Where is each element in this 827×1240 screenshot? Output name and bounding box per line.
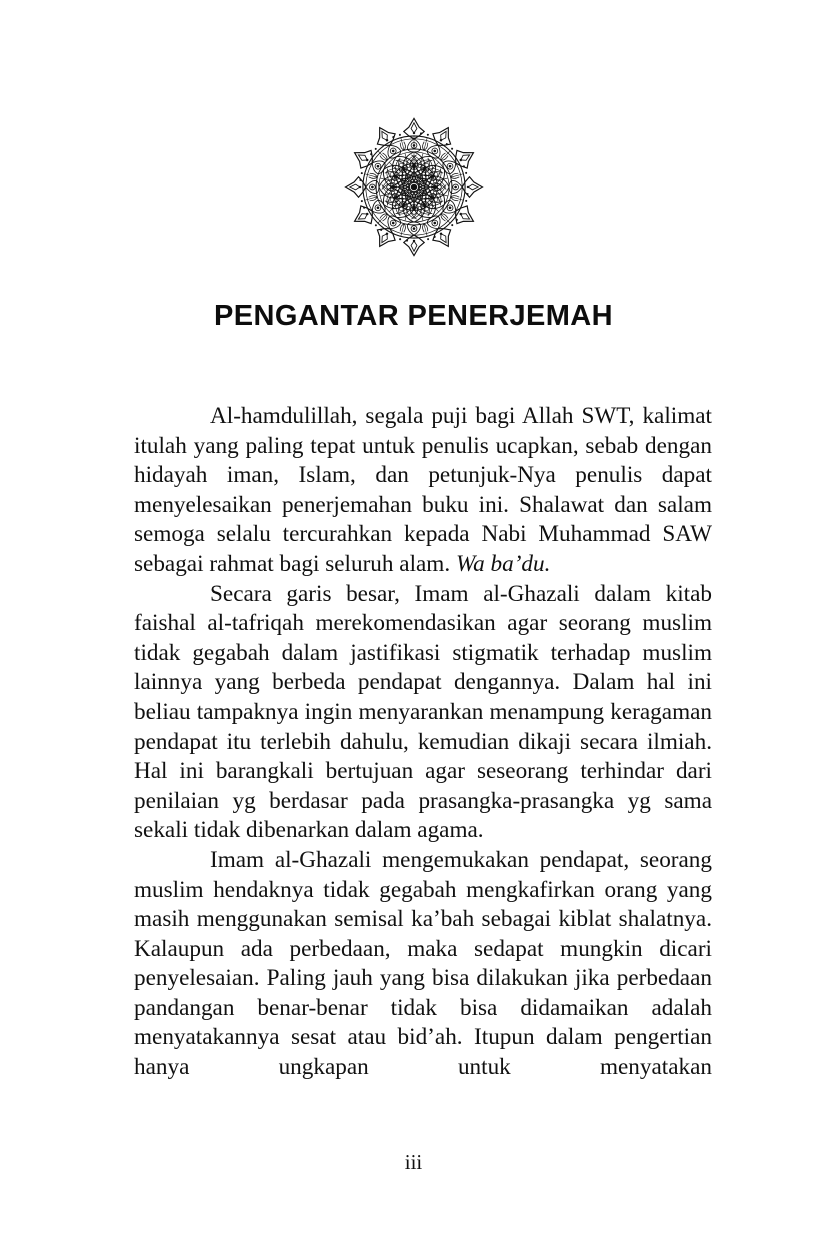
- paragraph-3: [134, 846, 712, 1083]
- mandala-rosette-icon: [341, 114, 487, 260]
- paragraph-2: [134, 580, 712, 846]
- page-number: iii: [404, 1150, 423, 1174]
- body-text: [134, 402, 712, 1083]
- paragraph-1-run-2-italic: Wa ba’du.: [455, 550, 551, 577]
- paragraph-1-run-1: Al-hamdulillah, segala puji bagi Allah SWT, kalimat itulah yang paling tepat untuk penulis ucapkan, sebab dengan hidayah iman, Islam, dan petunjuk-Nya penulis dapat menyelesaikan penerjemahan buku ini. Shalawat dan salam semoga selalu tercurahkan kepada Nabi Muhammad SAW sebagai rahmat bagi seluruh alam.: [134, 403, 712, 577]
- paragraph-2-run-1: Secara garis besar, Imam al-Ghazali dalam kitab faishal al-tafriqah merekomendasikan agar seorang muslim tidak gegabah dalam jastifikasi stigmatik terhadap muslim lainnya yang berbeda pendapat dengannya. Dalam hal ini beliau tampaknya ingin menyarankan menampung keragaman pendapat itu terlebih dahulu, kemudian dikaji secara ilmiah. Hal ini barangkali bertujuan agar seseorang terhindar dari penilaian yg berdasar pada prasangka-prasangka yg sama sekali tidak dibenarkan dalam agama.: [134, 580, 712, 844]
- paragraph-3-run-1: Imam al-Ghazali mengemukakan pendapat, seorang muslim hendaknya tidak gegabah mengkafirkan orang yang masih menggunakan semisal ka’bah sebagai kiblat shalatnya. Kalaupun ada perbedaan, maka sedapat mungkin dicari penyelesaian. Paling jauh yang bisa dilakukan jika perbedaan pandangan benar-benar tidak bisa didamaikan adalah menyatakannya sesat atau bid’ah. Itupun dalam pengertian hanya ungkapan untuk menyatakan: [134, 846, 712, 1081]
- page-title: PENGANTAR PENERJEMAH: [213, 300, 613, 333]
- paragraph-1: [134, 402, 712, 580]
- ornament-container: [0, 114, 827, 260]
